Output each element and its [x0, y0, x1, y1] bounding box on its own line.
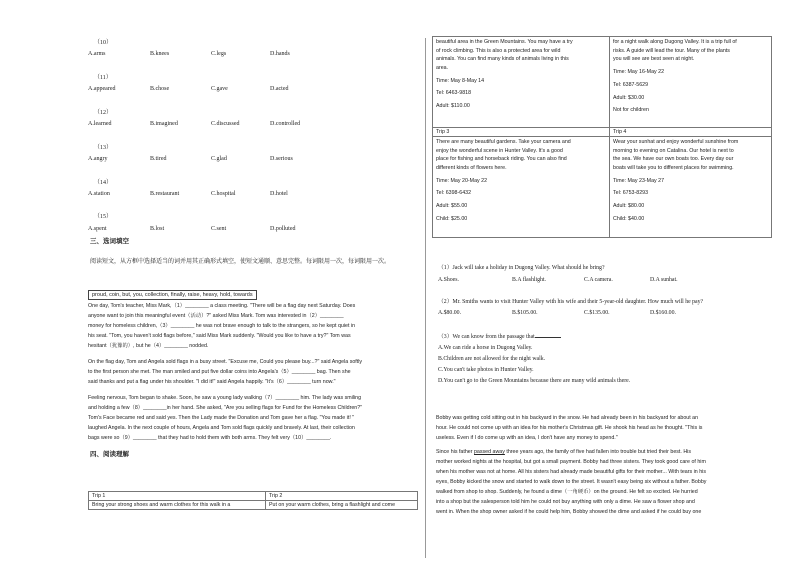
passage-line: On the flag day, Tom and Angela sold flags in a busy street. "Excuse me, Could you please buy...?" said Angela softly — [88, 359, 363, 365]
option-a: A.angry — [88, 156, 108, 162]
passage-line: said thanks and put a flag under his shoulder. "I did it!" said Angela happily. "It's（6）________ turn now." — [88, 379, 336, 385]
option-a: A.station — [88, 191, 110, 197]
option-d: D.$160.00. — [650, 310, 676, 316]
passage-line: eyes, Bobby kicked the snow and started to walk down to the street. It wasn't easy being six without a father. Bobby — [436, 479, 707, 485]
trip-3-adult-price: Adult: $55.00 — [436, 203, 468, 210]
option-a: A.$80.00. — [438, 310, 462, 316]
option-c: C.discussed — [211, 121, 240, 127]
trip-2-desc: you will see are best seen at night. — [613, 56, 695, 63]
trip-2-header: Trip 2 — [266, 492, 418, 501]
question-1: （1）Jack will take a holiday in Dugong Valley. What should he bring? — [438, 265, 605, 271]
passage-line: to the first person she met. The man smiled and put five dollar coins into Angela's（5）________ bag. Then she — [88, 369, 351, 375]
question-3 — [438, 333, 561, 341]
option-a: A.appeared — [88, 86, 116, 92]
trip-3-desc: enjoy the wonderful scene in Hunter Valley. It's a good — [436, 147, 563, 154]
question-number: （15） — [94, 214, 113, 220]
option-a: A.spent — [88, 226, 107, 232]
trip-3-child-price: Child: $25.00 — [436, 215, 468, 222]
trip-2-note: Not for children — [613, 107, 649, 114]
passage-line: into a shop but the salesperson told him he could not buy anything with only a dime. He saw a flower shop and — [436, 499, 695, 505]
option-b: B.lost — [150, 226, 165, 232]
passage-line: Feeling nervous, Tom began to shake. Soon, he saw a young lady walking（7）________ him. The lady was smiling — [88, 395, 362, 401]
option-c: C.legs — [211, 51, 227, 57]
passage-line: walked from shop to shop. Suddenly, he found a dime（一角硬币）on the ground. He felt so excited. He hurried — [436, 489, 698, 495]
trip-4-desc: boats will take you to different places for swimming. — [613, 164, 734, 171]
option-d: D.polluted — [270, 226, 296, 232]
passage-line: when his mother was not at home. All his sisters had already made beautiful gifts for their mother... With tears in his — [436, 469, 706, 475]
option-c: C.hospital — [211, 191, 236, 197]
trip-1-desc: area. — [436, 64, 449, 71]
trip-2-cell — [610, 37, 772, 128]
passage-line: his seat. "Tom, you haven't sold flags before," said Miss Mark suddenly. "Would you like to have a try?" Tom was — [88, 333, 351, 339]
option-a: A.learned — [88, 121, 112, 127]
trip-3-desc: place for fishing and horseback riding. You can also find — [436, 156, 567, 163]
trip-3-header: Trip 3 — [433, 128, 610, 137]
option-d: D.hands — [270, 51, 290, 57]
trip-1-adult-price: Adult: $110.00 — [436, 103, 470, 110]
trip-3-time: Time: May 20-May 22 — [436, 177, 488, 184]
option-c: C.You can't take photos in Hunter Valley. — [438, 367, 534, 373]
column-divider — [425, 38, 426, 558]
passage-line: mother worked nights at the hospital, but got a small payment. Bobby had three sisters. They took good care of him — [436, 459, 706, 465]
question-3-text: （3）We can know from the passage that — [438, 334, 535, 340]
option-a: A.Shoes. — [438, 277, 459, 283]
trip-1-cell — [433, 37, 610, 128]
passage-line: hesitant（犹豫的）, but he（4）________ nodded. — [88, 343, 209, 349]
option-b: B.restaurant — [150, 191, 180, 197]
question-2: （2）Mr. Smiths wants to visit Hunter Valley with his wife and their 5-year-old daughter. How much will he pay? — [438, 299, 704, 305]
trip-2-adult-price: Adult: $30.00 — [613, 94, 645, 101]
passage-line: and holding a few（8）________in her hand. She asked, "Are you selling flags for Fund for the Homeless Children?" — [88, 405, 363, 411]
passage-line: went in. When the shop owner asked if he could help him, Bobby showed the dime and asked if he could buy one — [436, 509, 702, 515]
passage-line: anyone want to join this meaningful event（活动）?" asked Miss Mark. Tom was interested in（2）________ — [88, 313, 344, 319]
trip-4-desc: morning to evening on Catalina. Our hotel is next to — [613, 147, 734, 154]
trip-2-desc: risks. A guide will lead the tour. Many of the plants — [613, 47, 730, 54]
section-title: 三、选词填空 — [90, 238, 129, 245]
passage-line: useless. Even if I do come up with an idea, I don't have any money to spend." — [436, 435, 618, 441]
option-c: C.glad — [211, 156, 227, 162]
option-b: B.tired — [150, 156, 167, 162]
question-number: （12） — [94, 110, 113, 116]
option-d: D.controlled — [270, 121, 301, 127]
option-c: C.gave — [211, 86, 228, 92]
word-box: proud, coin, but, you, collection, finally, raise, heavy, hold, towards — [88, 290, 257, 300]
trip-2-desc: for a night walk along Dugong Valley. It is a trip full of — [613, 39, 737, 45]
passage-line — [436, 448, 772, 458]
option-c: C.A camera. — [584, 277, 613, 283]
option-b: B.chose — [150, 86, 170, 92]
trip-1-desc: animals. You can find many kinds of animals living in this — [436, 56, 569, 63]
section-instructions: 阅读短文，从方框中选择适当的词并用其正确形式填空，使短文通顺、意思完整。每词限用一次，每词限用一次。 — [90, 259, 391, 265]
trip-2-tel: Tel: 6387-5629 — [613, 81, 649, 88]
option-a: A.arms — [88, 51, 106, 57]
trip-4-child-price: Child: $40.00 — [613, 215, 645, 222]
passage-line: One day, Tom's teacher, Miss Mark,（1）________ a class meeting. "There will be a flag day next Saturday. Does — [88, 303, 356, 309]
option-b: B.A flashlight. — [512, 277, 546, 283]
trip-1-tel: Tel: 6463-9818 — [436, 90, 472, 97]
trip-3-desc: different kinds of flowers here. — [436, 164, 507, 171]
passage-text: Since his father — [436, 449, 474, 455]
trip-4-time: Time: May 23-May 27 — [613, 177, 665, 184]
trip-1-desc: of rock climbing. This is also a protected area for wild — [436, 47, 561, 54]
trip-4-desc: the sea. We have our own boats too. Every day our — [613, 156, 734, 163]
option-a: A.We can ride a horse in Dugong Valley. — [438, 345, 533, 351]
underlined-phrase: passed away — [473, 449, 505, 455]
passage-line: laughed Angela. In the next couple of hours, Angela and Tom sold flags quickly and bravely. At last, their collection — [88, 425, 355, 431]
trip-1-desc: beautiful area in the Green Mountains. You may have a try — [436, 39, 573, 45]
passage-line: hour. He could not come up with an idea for his mother's Christmas gift. He shook his head as he thought. "This is — [436, 425, 703, 431]
trip-4-adult-price: Adult: $80.00 — [613, 203, 645, 210]
option-d: D.acted — [270, 86, 289, 92]
question-number: （11） — [94, 75, 112, 81]
trip-4-cell — [610, 137, 772, 238]
trip-2-time: Time: May 16-May 22 — [613, 68, 665, 75]
trip-1-header: Trip 1 — [89, 492, 266, 501]
trip-4-tel: Tel: 6753-8293 — [613, 190, 649, 197]
question-number: （13） — [94, 145, 113, 151]
trip-1-text: Bring your strong shoes and warm clothes for this walk in a — [89, 501, 266, 510]
passage-line: Tom's Face became red and said yes. Then the Lady made the Donation and Tom gave her a flag. "You made it! " — [88, 415, 355, 421]
trip-3-desc: There are many beautiful gardens. Take your camera and — [436, 139, 571, 145]
option-c: C.$135.00. — [584, 310, 610, 316]
option-d: D.You can't go to the Green Mountains because there are many wild animals there. — [438, 378, 631, 384]
trip-1-time: Time: May 8-May 14 — [436, 77, 485, 84]
trips-table — [432, 36, 772, 238]
question-number: （14） — [94, 180, 113, 186]
trips-table-top — [88, 491, 418, 510]
trip-3-cell — [433, 137, 610, 238]
trip-2-text: Put on your warm clothes, bring a flashlight and come — [266, 501, 418, 510]
answer-blank — [535, 337, 561, 338]
option-b: B.imagined — [150, 121, 178, 127]
passage-text: three years ago, the family of five had fallen into trouble but tried their best. His — [504, 449, 691, 455]
section-title: 四、阅读理解 — [90, 451, 129, 458]
option-d: D.hotel — [270, 191, 288, 197]
option-b: B.knees — [150, 51, 170, 57]
passage-line: bags were so（9）________ that they had to hold them with both arms. They felt very（10）________. — [88, 435, 332, 441]
option-b: B.Children are not allowed for the night walk. — [438, 356, 546, 362]
trip-4-desc: Wear your sunhat and enjoy wonderful sunshine from — [613, 139, 739, 145]
trip-4-header: Trip 4 — [610, 128, 772, 137]
option-d: D.serious — [270, 156, 293, 162]
option-d: D.A sunhat. — [650, 277, 678, 283]
question-number: （10） — [94, 40, 113, 46]
passage-line: Bobby was getting cold sitting out in his backyard in the snow. He had already been in his backyard for about an — [436, 415, 699, 421]
trip-3-tel: Tel: 6398-6432 — [436, 190, 472, 197]
passage-line: money for homeless children,（3）________ he was not brave enough to talk to the strangers, so he kept quiet in — [88, 323, 356, 329]
option-b: B.$105.00. — [512, 310, 538, 316]
option-c: C.sent — [211, 226, 227, 232]
